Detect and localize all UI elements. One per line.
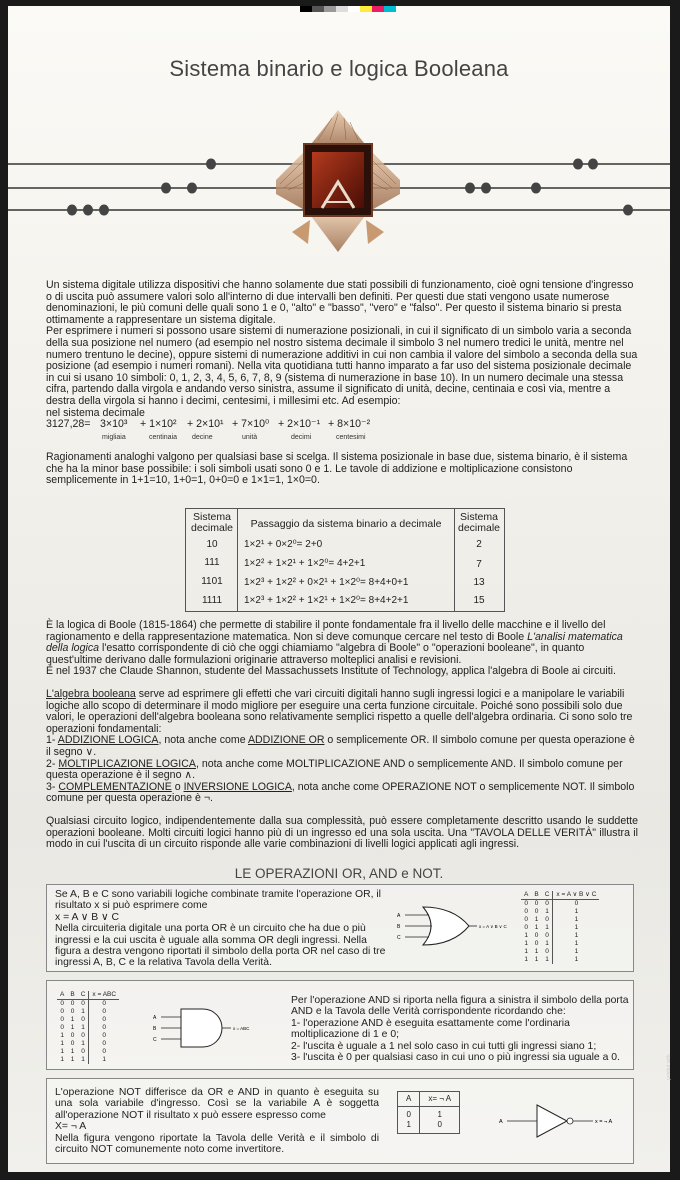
formula-term: + 7×10⁰ bbox=[232, 418, 270, 430]
gate-input-c: C bbox=[397, 935, 401, 941]
gate-output: x = ABC bbox=[233, 1026, 250, 1031]
truth-table-paragraph: Qualsiasi circuito logico, indipendentemente dalla sua complessità, può essere completamente descritto usando le suddette operazioni booleane. Molti circuiti logici hanno più di un ingresso ed una sola uscita. Una "TAVOLA DELLE VERITÀ" illustra il modo in cui l'uscita di un circuito risponde alle varie combinazioni di livelli logici applicati agli ingressi. bbox=[46, 814, 638, 851]
and-operation-box bbox=[46, 980, 634, 1070]
table-cell: 111 bbox=[204, 557, 220, 568]
table-cell: 10 bbox=[206, 539, 218, 550]
boolean-algebra-paragraph: L'algebra booleana serve ad esprimere gli effetti che vari circuiti digitali hanno sugli ingressi logici e a manipolare le variabili logiche allo scopo di determinare il modo migliore per eseguire una certa funzione circuitale. Poiché sono possibili solo due valori, le operazioni dell'algebra booleana sono relativamente semplici rispetto a quelle dell'algebra ordinaria. Ci sono solo tre operazioni fondamentali: bbox=[46, 687, 633, 735]
book-title: L'analisi matematica della logica bbox=[46, 630, 623, 655]
table-header-mid: Passaggio da sistema binario a decimale bbox=[250, 518, 442, 530]
and-rule-2: 2- l'uscita è uguale a 1 nel solo caso in cui tutti gli ingressi siano 1; bbox=[291, 1040, 597, 1052]
and-truth-table: A B C x = ABC 0 0 0 0 0 0 1 0 0 1 0 0 0 1 1 0 1 0 0 0 1 0 1 0 1 1 0 0 1 1 1 1 bbox=[57, 991, 119, 1064]
not-intro: L'operazione NOT differisce da OR e AND in quanto è eseguita su una sola variabile d'ingresso. Così se la variabile A è soggetta all'operazione NOT il risultato x può essere espresso come bbox=[55, 1087, 379, 1121]
binary-paragraph: Ragionamenti analoghi valgono per qualsiasi base si scelga. Il sistema posizionale in base due, sistema binario, è il sistema che ha la minor base possibile: i soli simboli usati sono 0 e 1. Le tavole di addizione e moltiplicazione consistono semplicemente in 1+1=10, 1+0=1, 0+0=0 e 1×1=1, 1×0=0. bbox=[46, 451, 628, 487]
operation-or: 1- ADDIZIONE LOGICA, nota anche come ADDIZIONE OR o semplicemente OR. Il simbolo comune per questa operazione è il segno ∨. bbox=[46, 734, 635, 758]
gate-input-a: A bbox=[499, 1119, 503, 1125]
formula-label: unità bbox=[242, 434, 258, 441]
or-equation: x = A ∨ B ∨ C bbox=[55, 911, 120, 923]
printer-mark: printed with bbox=[666, 1054, 672, 1080]
and-rule-3: 3- l'uscita è 0 per qualsiasi caso in cui uno o più ingressi sia uguale a 0. bbox=[291, 1052, 620, 1064]
operation-not: 3- COMPLEMENTAZIONE o INVERSIONE LOGICA, nota anche come OPERAZIONE NOT o semplicemente NOT. Il simbolo comune per questa operazione è ¬. bbox=[46, 780, 635, 805]
not-operation-box bbox=[46, 1078, 634, 1164]
formula-term: 3×10³ bbox=[100, 418, 128, 430]
table-header-left: Sistema decimale bbox=[190, 511, 234, 534]
formula-term: + 2×10⁻¹ bbox=[278, 418, 321, 430]
formula-label: decine bbox=[192, 434, 213, 441]
formula-label: centesimi bbox=[336, 434, 366, 441]
section-title: LE OPERAZIONI OR, AND e NOT. bbox=[234, 866, 444, 881]
formula-term: + 8×10⁻² bbox=[328, 418, 371, 430]
not-equation: X= ¬ A bbox=[55, 1121, 87, 1133]
not-truth-table: A x= ¬ A 0 1 1 0 bbox=[397, 1091, 460, 1134]
gate-output: x = ¬ A bbox=[595, 1119, 613, 1125]
poster bbox=[8, 6, 670, 1172]
gate-input-a: A bbox=[153, 1015, 157, 1021]
boole-section bbox=[46, 620, 638, 851]
formula-label: centinaia bbox=[149, 434, 178, 441]
or-intro: Se A, B e C sono variabili logiche combinate tramite l'operazione OR, il risultato x si può esprimere come bbox=[55, 889, 381, 912]
formula-term: + 1×10² bbox=[140, 418, 177, 430]
or-truth-table: A B C x = A ∨ B ∨ C 0 0 0 0 0 0 1 1 0 1 0 1 0 1 1 1 1 0 0 1 1 0 1 1 1 1 0 1 1 1 1 1 bbox=[521, 891, 599, 964]
or-description: Nella circuiteria digitale una porta OR è un circuito che ha due o più ingressi e la cui uscita è uguale alla somma OR degli ingressi. Nella figura a destra vengono riportati il simbolo della porta OR nel caso di tre ingressi A, B, C e la relativa Tavola della Verità. bbox=[55, 923, 386, 969]
table-cell: 7 bbox=[476, 559, 482, 570]
intro-paragraph-3: nel sistema decimale bbox=[46, 406, 145, 419]
intro-section bbox=[46, 280, 638, 419]
gate-input-b: B bbox=[397, 924, 401, 930]
formula-term: + 2×10¹ bbox=[187, 418, 224, 430]
table-cell: 2 bbox=[476, 539, 482, 550]
operation-and: 2- MOLTIPLICAZIONE LOGICA, nota anche come MOLTIPLICAZIONE AND o semplicemente AND. Il simbolo comune per questa operazione è il segno ∧. bbox=[46, 757, 623, 782]
table-cell: 1111 bbox=[201, 595, 223, 606]
table-cell: 1×2³ + 1×2² + 1×2¹ + 1×2⁰= 8+4+2+1 bbox=[244, 595, 409, 606]
page-title: Sistema binario e logica Booleana bbox=[169, 56, 509, 81]
decimal-expansion-formula bbox=[46, 416, 446, 448]
table-cell: 1101 bbox=[201, 576, 223, 587]
formula-label: decimi bbox=[291, 434, 312, 441]
table-header-right: Sistema decimale bbox=[457, 511, 501, 534]
boole-paragraph-1: È la logica di Boole (1815-1864) che permette di stabilire il ponte fondamentale fra il livello delle macchine e il livello del ragionamento e della rappresentazione matematica. Non si deve comunque cercare nel testo di Boole L'analisi matematica della logica l'esatto corrispondente di ciò che oggi chiamiamo "algebra di Boole" o "operazioni booleane", in quanto quest'ultime derivano dalle formulazioni originarie attraverso molteplici analisi e revisioni. bbox=[46, 619, 623, 666]
gate-input-b: B bbox=[153, 1026, 157, 1032]
and-rule-1: 1- l'operazione AND è eseguita esattamente come l'ordinaria moltiplicazione di 1 e 0; bbox=[291, 1017, 570, 1041]
not-description: Nella figura vengono riportate la Tavola delle Verità e il simbolo di circuito NOT comunemente noto come invertitore. bbox=[55, 1132, 379, 1156]
formula-label: migliaia bbox=[102, 434, 126, 441]
table-cell: 13 bbox=[473, 577, 485, 588]
boole-paragraph-2: È nel 1937 che Claude Shannon, studente del Massachussets Institute of Technology, applica l'algebra di Boole ai circuiti. bbox=[46, 665, 616, 678]
table-cell: 1×2³ + 1×2² + 0×2¹ + 1×2⁰= 8+4+0+1 bbox=[244, 577, 409, 588]
table-cell: 1×2¹ + 0×2⁰= 2+0 bbox=[244, 539, 323, 550]
formula-lhs: 3127,28= bbox=[46, 418, 91, 430]
gate-input-a: A bbox=[397, 913, 401, 919]
color-calibration-strip bbox=[300, 6, 396, 12]
binary-conversion-table bbox=[185, 508, 505, 612]
and-gate-symbol bbox=[151, 1005, 271, 1051]
intro-paragraph-2: Per esprimere i numeri si possono usare sistemi di numerazione posizionali, in cui il significato di un simbolo varia a seconda della sua posizione nel numero (ad esempio nel nostro sistema decimale il simbolo 3 nel numero tredici le unità, mentre nel numero trentuno le decine), oppure sistemi di numerazione additivi in cui non cambia il valore del simbolo a seconda della sua posizione (ad esempio i numeri romani). Nella vita quotidiana tutti hanno imparato a far uso del sistema posizionale decimale in cui si usano 10 simboli: 0, 1, 2, 3, 4, 5, 6, 7, 8, 9 (sistema di numerazione in base 10). In un numero decimale una stessa cifra, partendo dalla virgola e andando verso sinistra, assume il significato di unità, decine, centinaia e così via, mentre a destra della virgola si hanno i decimi, centesimi, i millesimi etc. Ad esempio: bbox=[46, 325, 638, 407]
chip-circuit-illustration bbox=[8, 106, 670, 266]
or-operation-box bbox=[46, 884, 634, 972]
gate-output: x = A ∨ B ∨ C bbox=[479, 924, 507, 929]
and-intro: Per l'operazione AND si riporta nella figura a sinistra il simbolo della porta AND e la Tavola delle Verità corrispondente ricordando che: bbox=[291, 995, 629, 1018]
intro-paragraph-1: Un sistema digitale utilizza dispositivi che hanno solamente due stati possibili di funzionamento, cioè ogni tensione d'ingresso o di uscita può assumere valori solo all'interno di due intervalli ben definiti. Per questi due stati vengono usate numerose denominazioni, le più comuni delle quali sono 1 e 0, "alto" e "basso", "vero" e "falso". Per questo il sistema binario si presta ottimamente a rappresentare un sistema digitale. bbox=[46, 279, 634, 326]
or-gate-symbol bbox=[395, 903, 511, 949]
gate-input-c: C bbox=[153, 1037, 157, 1043]
not-gate-symbol bbox=[497, 1099, 631, 1143]
table-cell: 15 bbox=[473, 595, 485, 606]
table-cell: 1×2² + 1×2¹ + 1×2⁰= 4+2+1 bbox=[244, 558, 366, 569]
